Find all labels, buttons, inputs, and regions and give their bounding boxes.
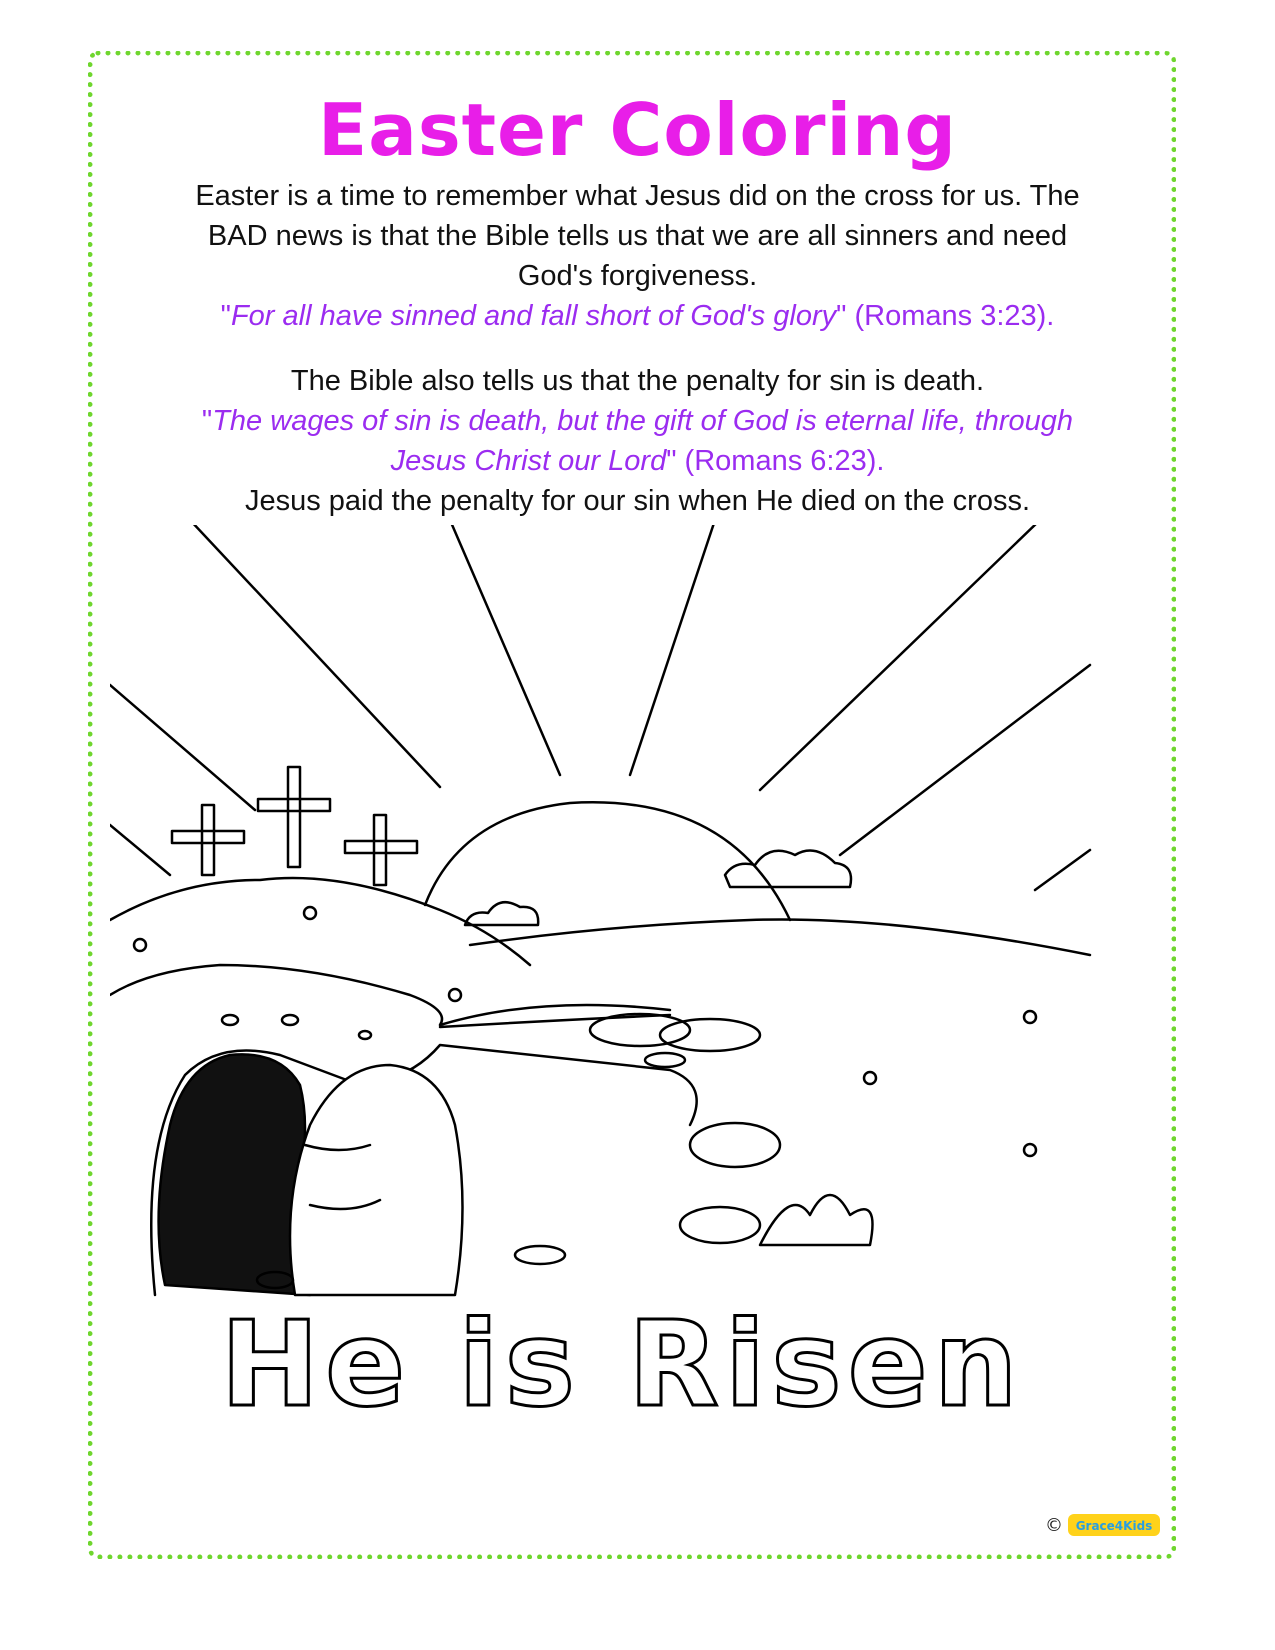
- tomb-entrance: [159, 1054, 310, 1295]
- sun-rays: [110, 525, 1090, 890]
- grace4kids-logo: [1068, 1512, 1160, 1538]
- verse-reference: " (Romans 3:23).: [836, 300, 1055, 332]
- intro-paragraph: [150, 176, 1125, 336]
- intro-line-1: Easter is a time to remember what Jesus did on the cross for us. The: [195, 180, 1080, 212]
- intro-line-3: God's forgiveness.: [517, 260, 758, 292]
- coloring-illustration: [110, 525, 1165, 1485]
- crosses: [172, 767, 417, 885]
- verse-text-2: Jesus Christ our Lord: [390, 445, 667, 477]
- rolled-stone: [290, 1065, 463, 1295]
- penalty-line-1: The Bible also tells us that the penalty for sin is death.: [290, 365, 985, 397]
- penalty-paragraph: [150, 361, 1125, 521]
- cloud-left: [465, 902, 538, 925]
- sun: [425, 802, 790, 920]
- he-is-risen-banner: He is Risen: [220, 1295, 1024, 1433]
- page-title: Easter Coloring: [318, 88, 957, 172]
- verse-reference: " (Romans 6:23).: [666, 445, 885, 477]
- copyright-symbol: ©: [1045, 1515, 1063, 1536]
- hill-middle: [110, 965, 670, 1025]
- verse-text: For all have sinned and fall short of God's glory: [230, 300, 837, 332]
- lilies: [760, 1195, 873, 1245]
- svg-text:Grace4Kids: Grace4Kids: [1075, 1519, 1153, 1533]
- verse-romans-6-23: [150, 401, 1125, 481]
- quote-mark: ": [220, 300, 231, 332]
- hill-right: [470, 919, 1090, 955]
- verse-text-1: The wages of sin is death, but the gift of God is eternal life, through: [212, 405, 1074, 437]
- penalty-line-last: Jesus paid the penalty for our sin when He died on the cross.: [244, 485, 1031, 517]
- intro-line-2: BAD news is that the Bible tells us that we are all sinners and need: [207, 220, 1068, 252]
- verse-romans-3-23: [150, 296, 1125, 336]
- quote-mark: ": [201, 405, 213, 437]
